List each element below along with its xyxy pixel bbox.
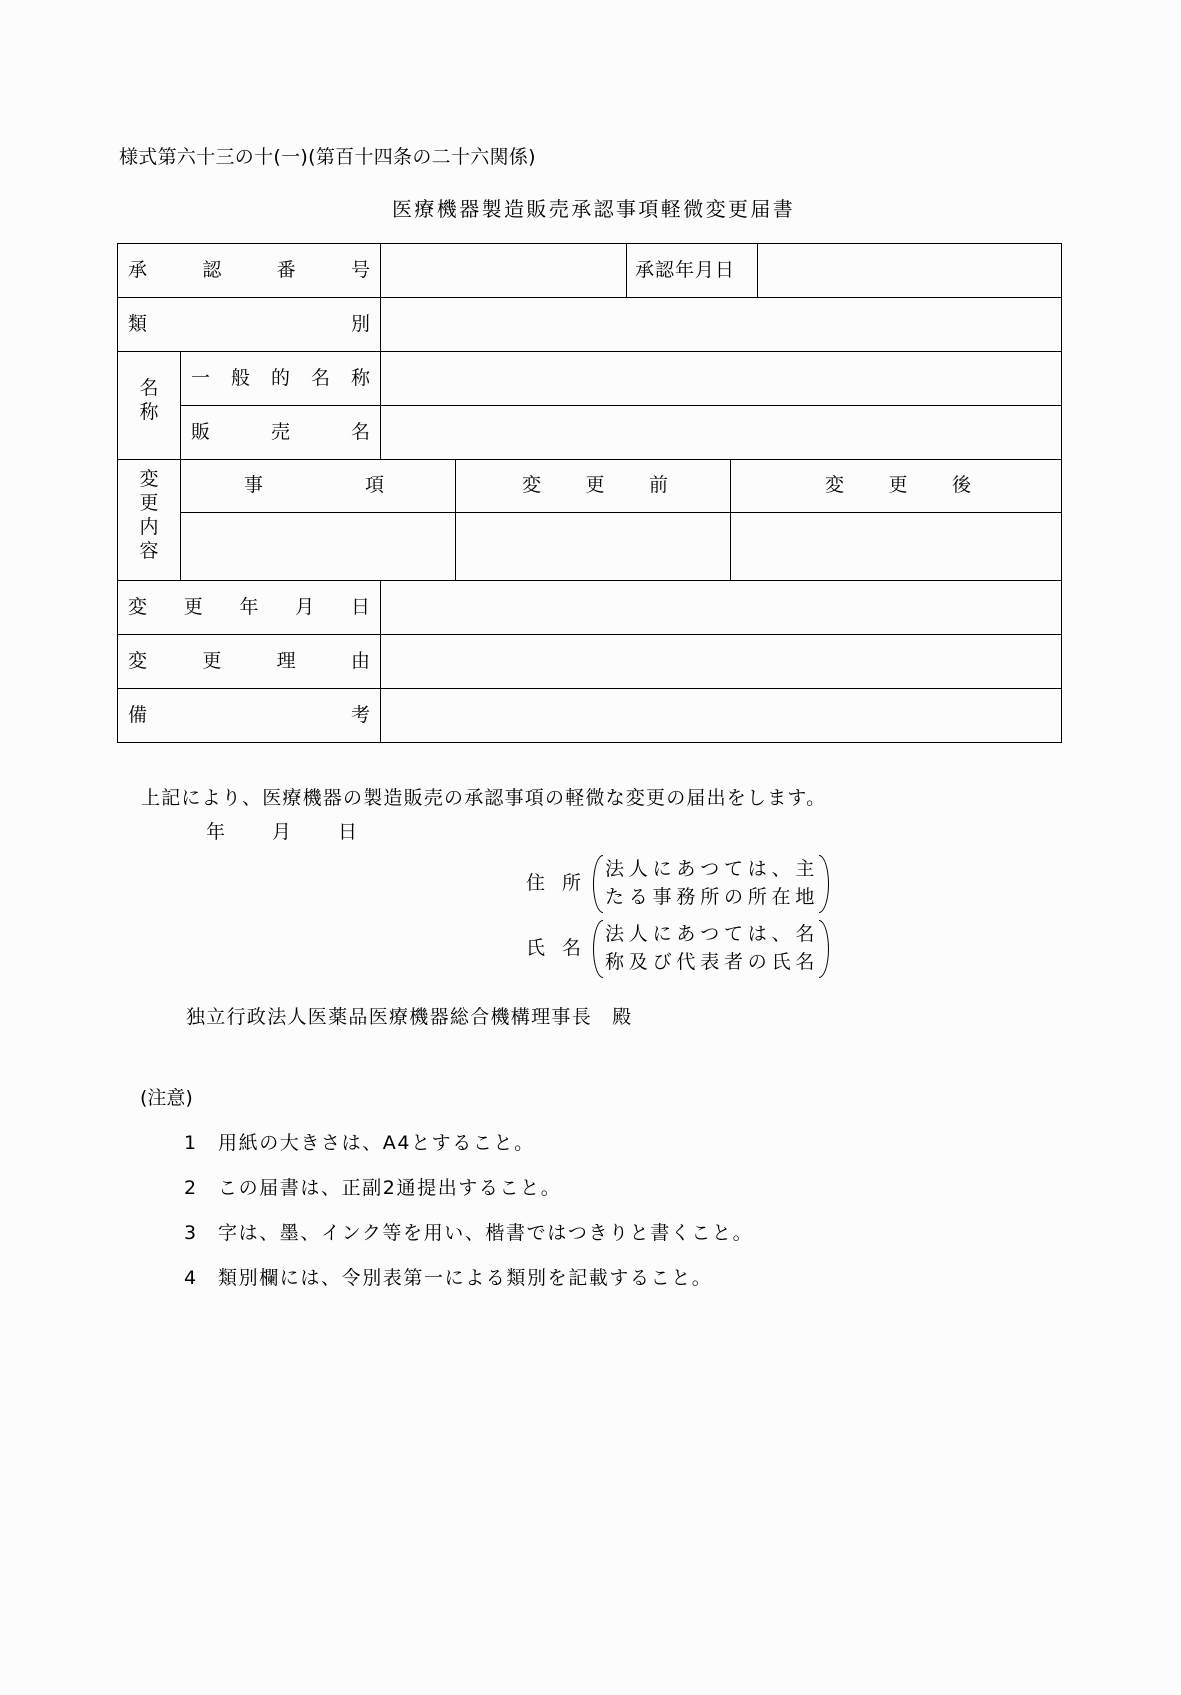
month-label: 月 xyxy=(272,821,292,843)
left-paren-icon xyxy=(593,920,603,978)
note-item: 1 用紙の大きさは、A4とすること。 xyxy=(184,1132,535,1154)
approval-number-label: 承 認 番 号 xyxy=(128,259,370,281)
day-label: 日 xyxy=(338,821,358,843)
column-header-after: 変 更 後 xyxy=(825,474,971,496)
change-reason-label: 変 更 理 由 xyxy=(128,650,370,672)
column-divider xyxy=(626,244,627,297)
address-label: 住 所 xyxy=(526,872,582,894)
right-paren-icon xyxy=(819,920,829,978)
column-header-item: 事 項 xyxy=(244,474,384,496)
document-title: 医療機器製造販売承認事項軽微変更届書 xyxy=(392,197,796,221)
note-item: 2 この届書は、正副2通提出すること。 xyxy=(184,1177,562,1199)
column-header-before: 変 更 前 xyxy=(522,474,668,496)
right-paren-icon xyxy=(819,855,829,913)
column-divider xyxy=(380,580,381,742)
submission-date-line xyxy=(206,820,404,844)
column-divider xyxy=(380,244,381,459)
row-divider xyxy=(118,634,1061,635)
notes-title: (注意) xyxy=(140,1087,193,1109)
row-divider xyxy=(118,351,1061,352)
row-divider xyxy=(118,580,1061,581)
row-divider xyxy=(118,459,1061,460)
change-item-field[interactable] xyxy=(182,514,454,579)
general-name-label: 一 般 的 名 称 xyxy=(191,367,370,389)
row-divider xyxy=(118,688,1061,689)
notification-form-table xyxy=(117,243,1062,743)
category-label: 類 別 xyxy=(128,313,370,335)
category-field[interactable] xyxy=(382,300,1060,350)
row-divider xyxy=(180,405,1061,406)
column-divider xyxy=(180,351,181,580)
change-date-field[interactable] xyxy=(382,583,1060,633)
form-number-heading: 様式第六十三の十(一)(第百十四条の二十六関係) xyxy=(119,146,536,168)
name-note-line: 称及び代表者の氏名 xyxy=(605,951,820,973)
note-item: 3 字は、墨、インク等を用い、楷書ではつきりと書くこと。 xyxy=(184,1222,754,1244)
change-after-field[interactable] xyxy=(732,514,1060,579)
row-divider xyxy=(118,297,1061,298)
column-divider xyxy=(730,459,731,580)
approval-date-field[interactable] xyxy=(759,246,1059,296)
change-content-label: 変 更 内 容 xyxy=(139,468,159,562)
note-item: 4 類別欄には、令別表第一による類別を記載すること。 xyxy=(184,1267,713,1289)
name-label: 氏 名 xyxy=(526,937,582,959)
approval-number-field[interactable] xyxy=(382,246,624,296)
general-name-field[interactable] xyxy=(382,354,1060,404)
year-label: 年 xyxy=(206,821,226,843)
row-divider xyxy=(180,512,1061,513)
declaration-text: 上記により、医療機器の製造販売の承認事項の軽微な変更の届出をします。 xyxy=(141,787,827,809)
approval-date-label: 承認年月日 xyxy=(635,259,736,281)
left-paren-icon xyxy=(593,855,603,913)
change-date-label: 変 更 年 月 日 xyxy=(128,596,370,618)
brand-name-field[interactable] xyxy=(382,408,1060,458)
name-note-line: 法人にあつては、名 xyxy=(605,923,820,945)
change-before-field[interactable] xyxy=(457,514,729,579)
brand-name-label: 販 売 名 xyxy=(191,421,370,443)
column-divider xyxy=(455,459,456,580)
remarks-label: 備 考 xyxy=(128,704,370,726)
name-group-label: 名 称 xyxy=(139,377,159,423)
change-reason-field[interactable] xyxy=(382,637,1060,687)
recipient-line: 独立行政法人医薬品医療機器総合機構理事長 殿 xyxy=(186,1006,633,1028)
address-note xyxy=(593,855,829,913)
column-divider xyxy=(757,244,758,297)
name-note xyxy=(593,920,829,978)
address-note-line: たる事務所の所在地 xyxy=(605,886,820,908)
address-note-line: 法人にあつては、主 xyxy=(605,858,820,880)
remarks-field[interactable] xyxy=(382,691,1060,741)
